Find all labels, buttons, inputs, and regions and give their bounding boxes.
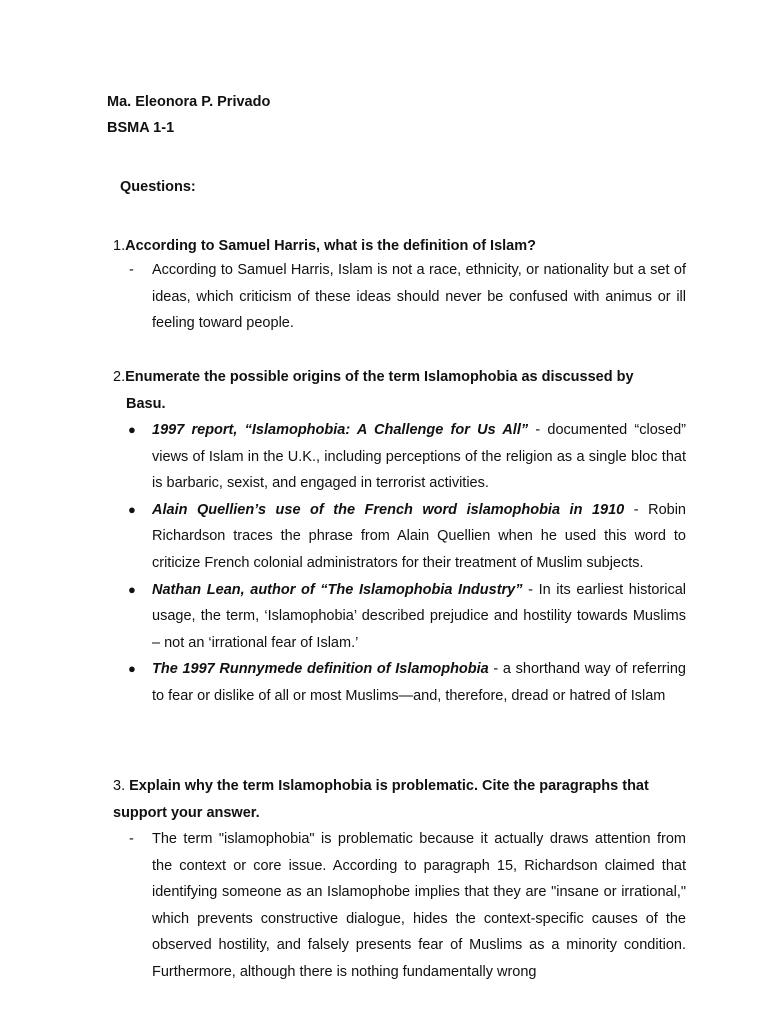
list-item xyxy=(126,417,686,497)
answer-1 xyxy=(126,257,686,337)
list-item xyxy=(126,497,686,577)
origin-description: - a shorthand way of referring to fear or dislike of all or most Muslims—and, therefore, dread or hatred of Islam xyxy=(152,661,686,704)
answer-text: The term "islamophobia" is problematic because it actually draws attention from the context or core issue. According to paragraph 15, Richardson claimed that identifying someone as an Islamophobe implies that they are "insane or irrational," which prevents constructive dialogue, hides the context-specific causes of the observed hostility, and falsely presents fear of Muslims as a minority condition. Furthermore, although there is nothing fundamentally wrong xyxy=(152,831,686,980)
question-2 xyxy=(113,364,686,418)
dash-marker: - xyxy=(129,262,134,278)
answer-text: According to Samuel Harris, Islam is not a race, ethnicity, or nationality but a set of ideas, which criticism of these ideas should never be confused with animus or ill feeling toward people. xyxy=(152,262,686,332)
answer-3 xyxy=(126,826,686,986)
origin-title: 1997 report, “Islamophobia: A Challenge for Us All” xyxy=(152,422,529,438)
origin-description: - documented “closed” views of Islam in the U.K., including perceptions of the religion as a single bloc that is barbaric, sexist, and engaged in terrorist activities. xyxy=(152,422,686,492)
question-number: 2. xyxy=(113,369,126,385)
origin-title: The 1997 Runnymede definition of Islamophobia xyxy=(152,661,489,678)
bullet-marker: ● xyxy=(128,581,136,597)
question-text-line-1: Enumerate the possible origins of the term Islamophobia as discussed by xyxy=(125,369,634,385)
author-name: Ma. Eleonora P. Privado xyxy=(107,94,271,110)
answer-2 xyxy=(126,417,686,710)
question-number: 3. xyxy=(113,778,126,794)
bullet-marker: ● xyxy=(128,661,136,677)
dash-marker: - xyxy=(129,831,134,847)
bullet-marker: ● xyxy=(128,422,136,437)
origin-description: - Robin Richardson traces the phrase from Alain Quellien when he used this word to criticize French colonial administrators for their treatment of Muslim subjects. xyxy=(152,501,686,571)
question-text-line-2: Basu. xyxy=(126,396,166,412)
origin-title: Nathan Lean, author of “The Islamophobia Industry” xyxy=(152,581,523,598)
origin-title: Alain Quellien’s use of the French word islamophobia in 1910 xyxy=(152,501,625,518)
question-3 xyxy=(113,773,686,827)
list-item xyxy=(126,656,686,709)
question-text: According to Samuel Harris, what is the definition of Islam? xyxy=(125,238,536,254)
question-1 xyxy=(113,233,686,260)
question-text-line-2: support your answer. xyxy=(113,805,260,821)
question-number: 1. xyxy=(113,238,126,254)
answer-item xyxy=(126,826,686,986)
list-item xyxy=(126,577,686,657)
origin-description: - In its earliest historical usage, the term, ‘Islamophobia’ described prejudice and hostility towards Muslims – not an ‘irrational fear of Islam.’ xyxy=(152,581,686,651)
bullet-marker: ● xyxy=(128,501,136,517)
questions-heading: Questions: xyxy=(120,179,196,195)
class-section: BSMA 1-1 xyxy=(107,120,175,136)
answer-item xyxy=(126,257,686,337)
question-text-line-1: Explain why the term Islamophobia is problematic. Cite the paragraphs that xyxy=(129,778,649,794)
